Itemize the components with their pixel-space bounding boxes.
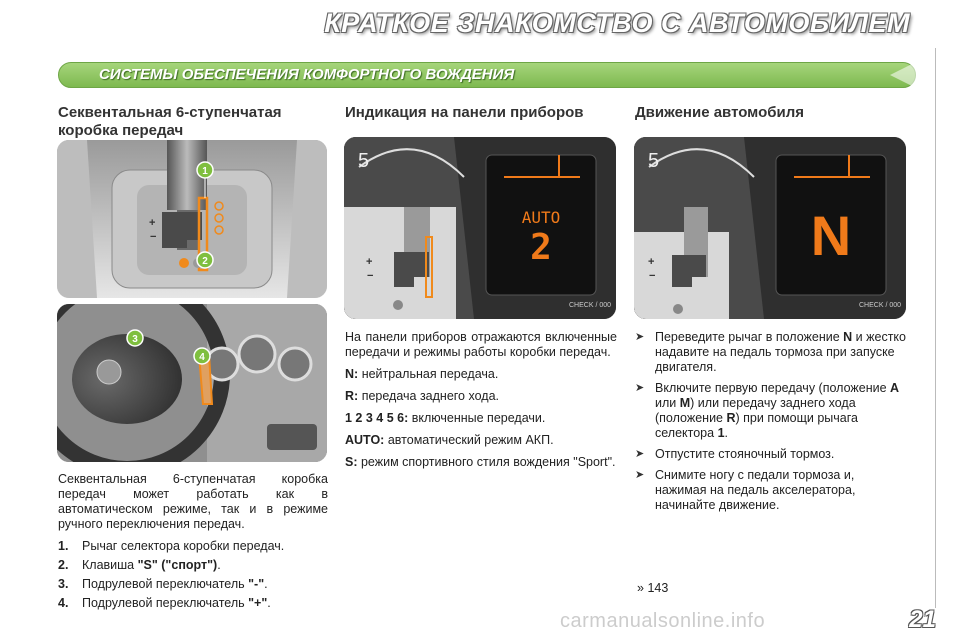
definition-item: 1 2 3 4 5 6: включенные передачи. [345, 411, 546, 425]
bullet-icon: ➤ [635, 382, 645, 394]
callout-4: 4 [199, 352, 205, 363]
list-item: 2. Клавиша "S" ("спорт"). [58, 558, 221, 572]
svg-text:−: − [649, 270, 656, 282]
list-item: 4. Подрулевой переключатель "+". [58, 596, 271, 610]
instrument-neutral-illustration [634, 137, 906, 319]
dial-number: 5 [648, 150, 660, 172]
section-bar [58, 62, 916, 88]
definition-item: N: нейтральная передача. [345, 367, 499, 381]
steering-wheel-illustration [57, 304, 327, 462]
list-item: ➤ Переведите рычаг в положение N и жестко надавите на педаль тормоза при запуске двигателя. [635, 330, 906, 374]
svg-text:+: + [648, 256, 655, 268]
gear-selector-illustration [57, 140, 327, 298]
list-item: 1. Рычаг селектора коробки передач. [58, 539, 285, 553]
driving-heading: Движение автомобиля [635, 104, 805, 121]
page-title: КРАТКОЕ ЗНАКОМСТВО С АВТОМОБИЛЕМ [324, 8, 910, 38]
section-arrow-icon [890, 62, 916, 88]
watermark: carmanualsonline.info [560, 610, 766, 632]
svg-text:+: + [366, 256, 373, 268]
display-gear: N [810, 204, 852, 267]
list-item: ➤ Отпустите стояночный тормоз. [635, 447, 835, 461]
definition-item: S: режим спортивного стиля вождения "Sport". [345, 455, 616, 469]
driving-steps [635, 330, 907, 519]
svg-text:+: + [149, 217, 156, 229]
definition-item: AUTO: автоматический режим АКП. [345, 433, 554, 447]
callout-3: 3 [132, 334, 138, 345]
dial-number: 5 [358, 150, 370, 172]
gearbox-heading: Секвентальная 6-ступенчатая коробка передач [58, 104, 282, 139]
bullet-icon: ➤ [635, 331, 645, 343]
page-number: 21 [909, 606, 936, 633]
definition-item: R: передача заднего хода. [345, 389, 499, 403]
instrument-auto-illustration [344, 137, 616, 319]
callout-1: 1 [202, 166, 208, 177]
bullet-icon: ➤ [635, 448, 645, 460]
list-item: ➤ Снимите ногу с педали тормоза и, нажимая на педаль акселератора, начинайте движение. [635, 468, 856, 512]
instrument-panel-heading: Индикация на панели приборов [345, 104, 584, 121]
svg-text:−: − [367, 270, 374, 282]
check-label: CHECK / 000 [859, 302, 902, 309]
list-item: ➤ Включите первую передачу (положение A или M) или передачу заднего хода (положение R) при помощи рычага селектора 1. [635, 381, 900, 440]
list-item: 3. Подрулевой переключатель "-". [58, 577, 268, 591]
display-mode: AUTO [521, 208, 561, 227]
check-label: CHECK / 000 [569, 302, 612, 309]
double-arrow-icon: » [637, 581, 644, 595]
gearbox-description: Секвентальная 6-ступенчатая коробка передач может работать как в автоматическом режиме, так и в режиме ручного переключения передач. 1. Рычаг селектора коробки передач. 2. Клавиша "S" ("спорт"). 3. Подрулевой переключатель "-". 4. Подрулевой переключатель "+". [58, 472, 328, 610]
bullet-icon: ➤ [635, 469, 645, 481]
page-reference[interactable]: » 143 [637, 581, 669, 595]
callout-2: 2 [202, 256, 208, 267]
svg-text:−: − [150, 231, 157, 243]
page-border [926, 48, 936, 608]
display-gear: 2 [530, 227, 552, 268]
instrument-panel-description: На панели приборов отражаются включенные передачи и режимы работы коробки передач. N: нейтральная передача. R: передача заднего хода. 1 2 3 4 5 6: включенные передачи. AUTO: автоматический режим АКП. S: режим спортивного стиля вождения "Sport". [345, 330, 617, 469]
section-title: СИСТЕМЫ ОБЕСПЕЧЕНИЯ КОМФОРТНОГО ВОЖДЕНИЯ [99, 66, 515, 83]
